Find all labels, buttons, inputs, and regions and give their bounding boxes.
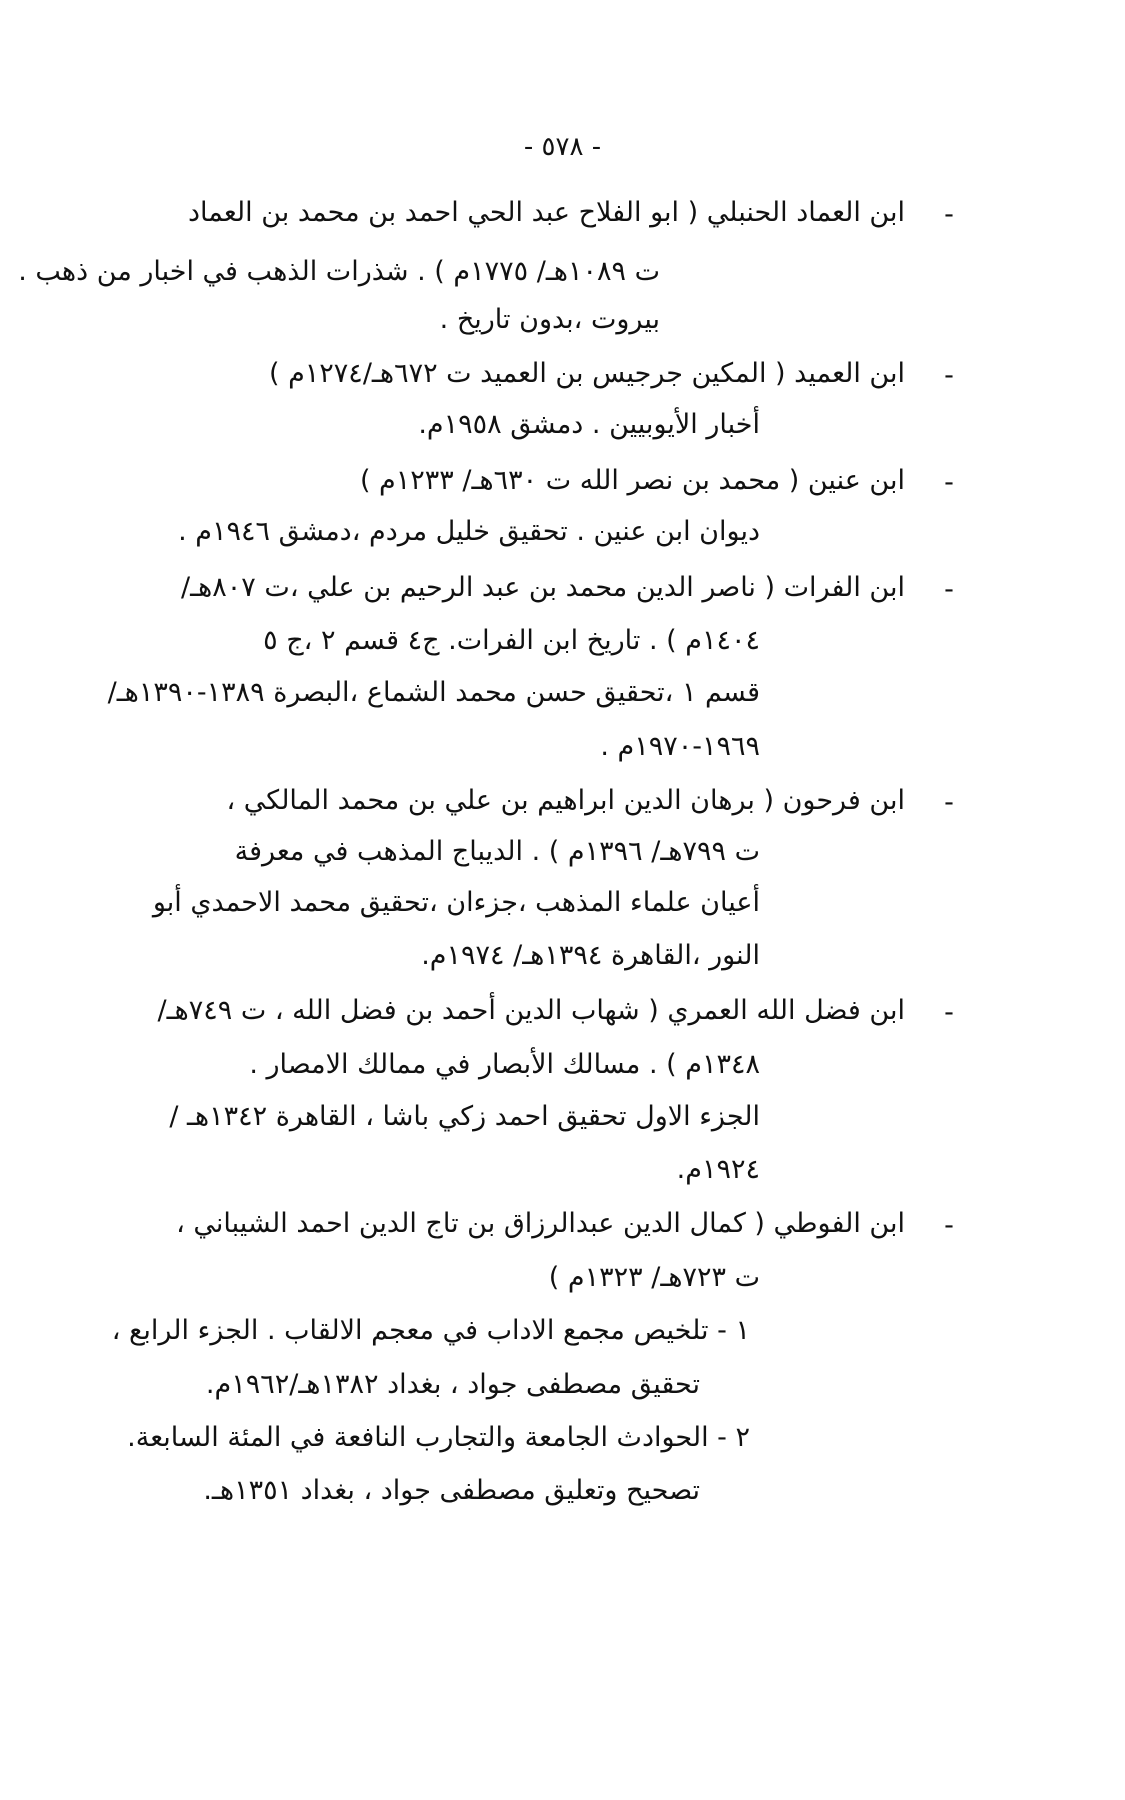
entry-line: أخبار الأيوبيين . دمشق ١٩٥٨م.	[418, 409, 760, 440]
entry-line: ابن الفوطي ( كمال الدين عبدالرزاق بن تاج الدين احمد الشيباني ،	[176, 1208, 905, 1239]
entry-line: ابن فرحون ( برهان الدين ابراهيم بن علي بن محمد المالكي ،	[226, 785, 905, 816]
entry-line: ت ٧٢٣هـ/ ١٣٢٣م )	[548, 1262, 760, 1293]
entry-dash: -	[944, 787, 954, 818]
entry-dash: -	[944, 360, 954, 391]
entry-dash: -	[944, 1210, 954, 1241]
entry-line: ديوان ابن عنين . تحقيق خليل مردم ،دمشق ١٩٤٦م .	[178, 516, 760, 547]
entry-line: تحقيق مصطفى جواد ، بغداد ١٣٨٢هـ/١٩٦٢م.	[205, 1369, 700, 1400]
entry-dash: -	[944, 997, 954, 1028]
entry-line: ابن عنين ( محمد بن نصر الله ت ٦٣٠هـ/ ١٢٣٣م )	[359, 465, 905, 496]
entry-dash: -	[944, 574, 954, 605]
entry-line: أعيان علماء المذهب ،جزءان ،تحقيق محمد الاحمدي أبو	[152, 887, 760, 918]
entry-line: بيروت ،بدون تاريخ .	[439, 304, 660, 335]
entry-line: ١٤٠٤م ) . تاريخ ابن الفرات. ج٤ قسم ٢ ،ج ٥	[263, 625, 760, 656]
entry-line: ١٩٦٩-١٩٧٠م .	[600, 731, 760, 762]
entry-line: ابن العميد ( المكين جرجيس بن العميد ت ٦٧٢هـ/١٢٧٤م )	[268, 358, 905, 389]
page-number: - ٥٧٨ -	[523, 132, 602, 162]
entry-line: ٢ - الحوادث الجامعة والتجارب النافعة في المئة السابعة.	[127, 1422, 750, 1453]
entry-line: ابن العماد الحنبلي ( ابو الفلاح عبد الحي احمد بن محمد بن العماد	[188, 197, 905, 228]
entry-line: ١ - تلخيص مجمع الاداب في معجم الالقاب . الجزء الرابع ،	[111, 1315, 750, 1346]
entry-dash: -	[944, 199, 954, 230]
entry-line: ابن فضل الله العمري ( شهاب الدين أحمد بن فضل الله ، ت ٧٤٩هـ/	[157, 995, 905, 1026]
entry-line: تصحيح وتعليق مصطفى جواد ، بغداد ١٣٥١هـ.	[203, 1475, 700, 1506]
entry-line: قسم ١ ،تحقيق حسن محمد الشماع ،البصرة ١٣٨٩-١٣٩٠هـ/	[107, 677, 760, 708]
entry-dash: -	[944, 467, 954, 498]
entry-line: النور ،القاهرة ١٣٩٤هـ/ ١٩٧٤م.	[421, 940, 760, 971]
entry-line: ت ١٠٨٩هـ/ ١٧٧٥م ) . شذرات الذهب في اخبار من ذهب .	[18, 256, 660, 287]
entry-line: ١٩٢٤م.	[676, 1154, 760, 1185]
entry-line: ت ٧٩٩هـ/ ١٣٩٦م ) . الديباج المذهب في معرفة	[234, 836, 760, 867]
entry-line: ١٣٤٨م ) . مسالك الأبصار في ممالك الامصار .	[249, 1049, 760, 1080]
entry-line: الجزء الاول تحقيق احمد زكي باشا ، القاهرة ١٣٤٢هـ /	[169, 1101, 760, 1132]
entry-line: ابن الفرات ( ناصر الدين محمد بن عبد الرحيم بن علي ،ت ٨٠٧هـ/	[181, 572, 905, 603]
